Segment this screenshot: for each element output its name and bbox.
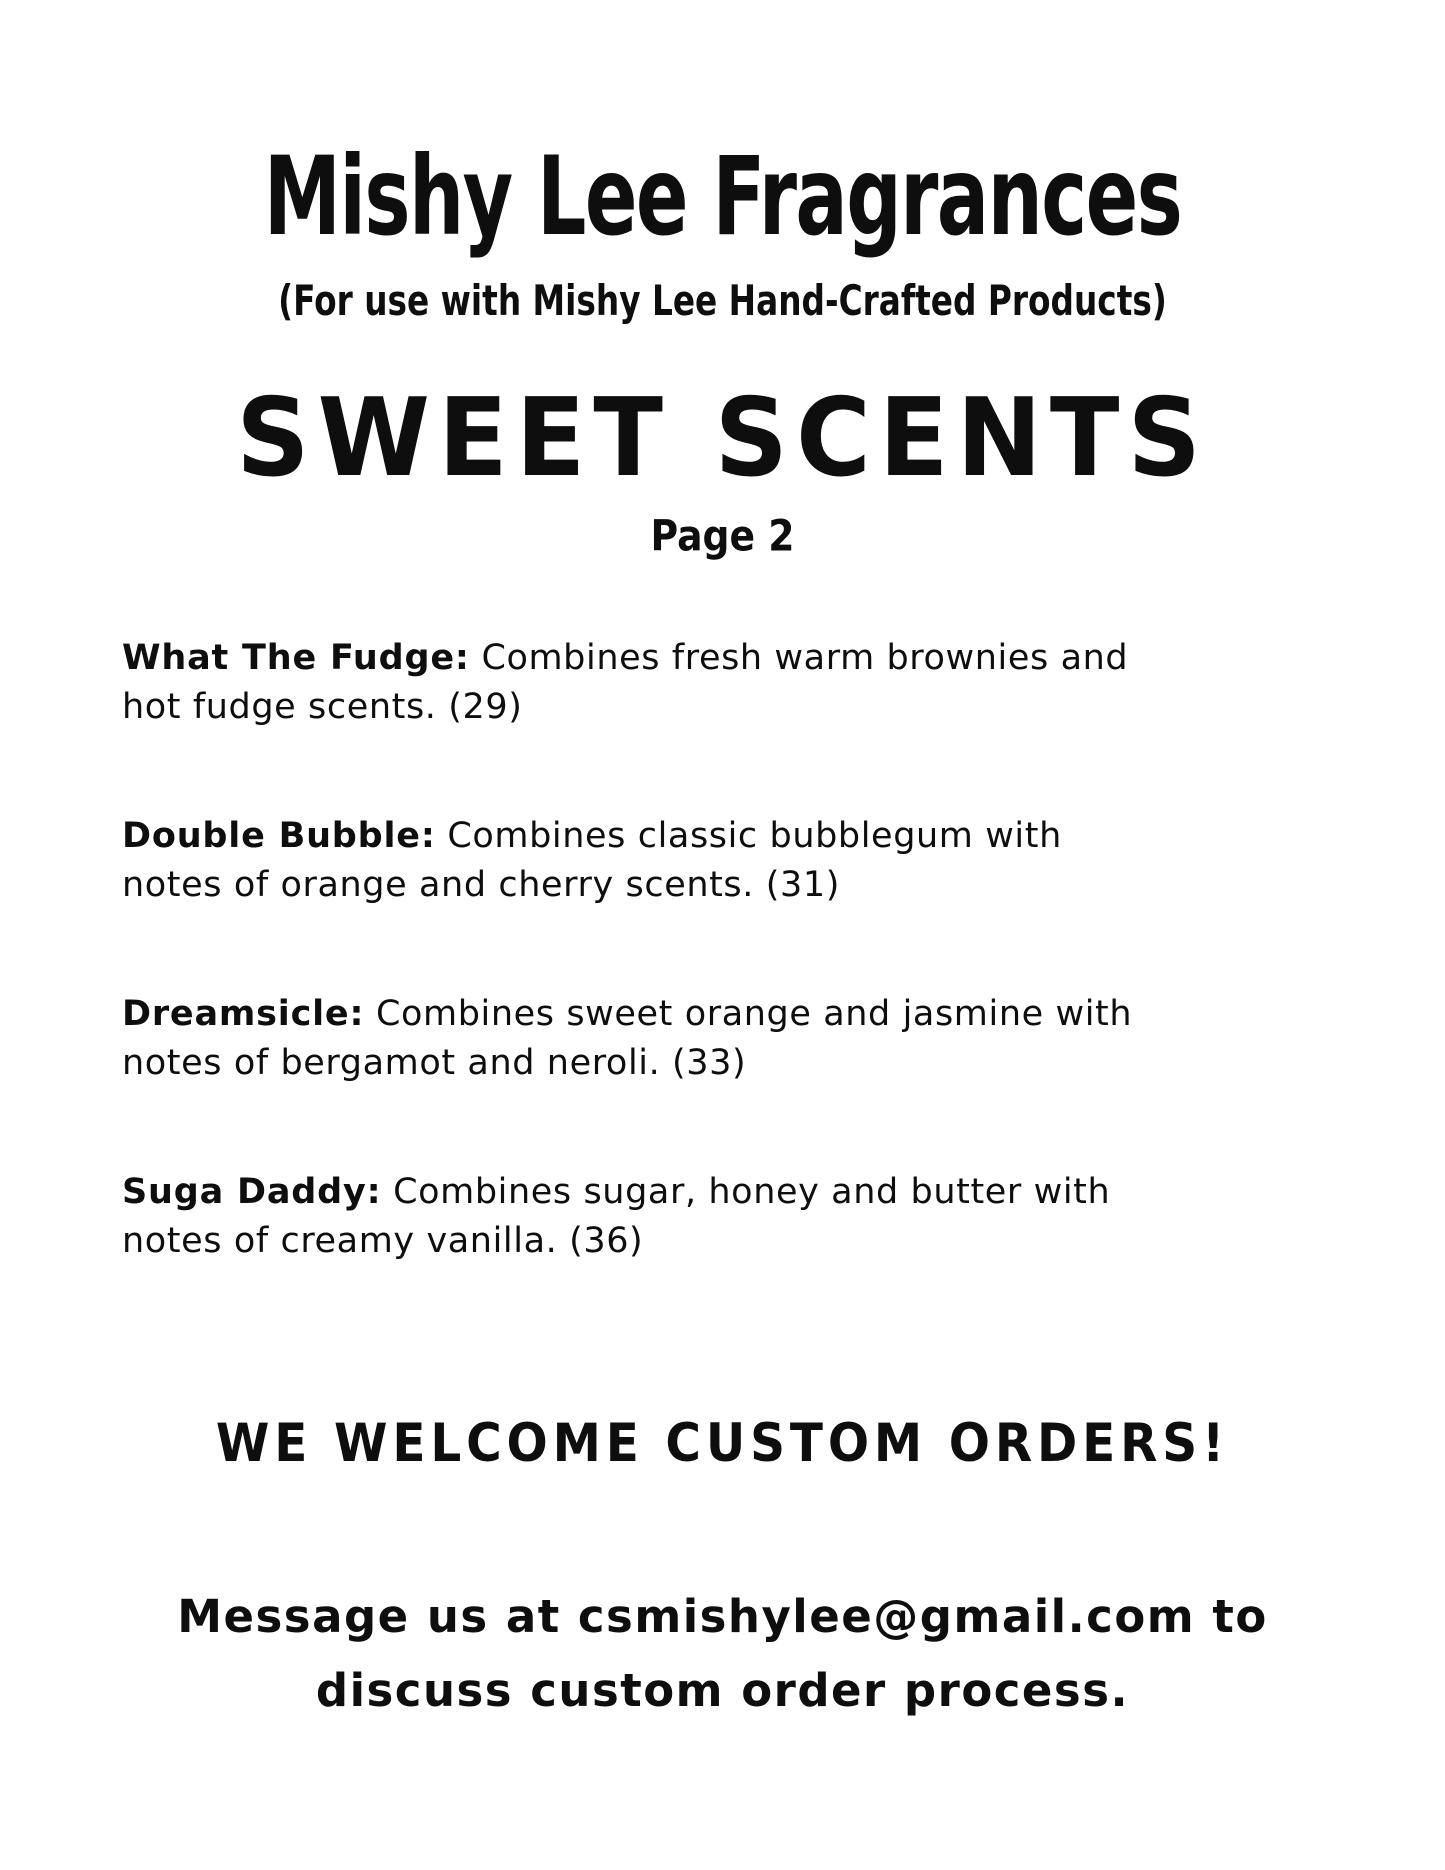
contact-suffix: to [1212,1590,1268,1643]
contact-prefix: Message us at [177,1590,561,1643]
fragrance-description-line2: notes of creamy vanilla. (36) [122,1221,644,1261]
contact-line2: discuss custom order process. [315,1664,1130,1717]
fragrance-name: Double Bubble: [122,816,436,856]
fragrance-name: Suga Daddy: [122,1172,382,1212]
fragrance-description-line2: notes of orange and cherry scents. (31) [122,865,840,905]
fragrance-description-line1: Combines sweet orange and jasmine with [375,994,1133,1034]
email-address: csmishylee@gmail.com [577,1590,1196,1643]
fragrance-description-line2: hot fudge scents. (29) [122,687,523,727]
fragrance-entry [122,634,1345,732]
fragrance-name: Dreamsicle: [122,994,365,1034]
fragrance-list [0,634,1445,1266]
fragrance-description-line2: notes of bergamot and neroli. (33) [122,1043,747,1083]
brand-subtitle: (For use with Mishy Lee Hand-Crafted Products) [278,277,1167,326]
fragrance-name: What The Fudge: [122,638,470,678]
fragrance-description-line1: Combines fresh warm brownies and [481,638,1129,678]
custom-orders-heading: WE WELCOME CUSTOM ORDERS! [215,1412,1230,1474]
page-number: Page 2 [650,510,795,562]
contact-message [0,1580,1445,1728]
fragrance-entry [122,1168,1345,1266]
brand-title: Mishy Lee Fragrances [263,133,1182,260]
fragrance-entry [122,990,1345,1088]
fragrance-entry [122,812,1345,910]
fragrance-description-line1: Combines sugar, honey and butter with [393,1172,1111,1212]
section-title: SWEET SCENTS [236,375,1209,502]
fragrance-description-line1: Combines classic bubblegum with [447,816,1062,856]
